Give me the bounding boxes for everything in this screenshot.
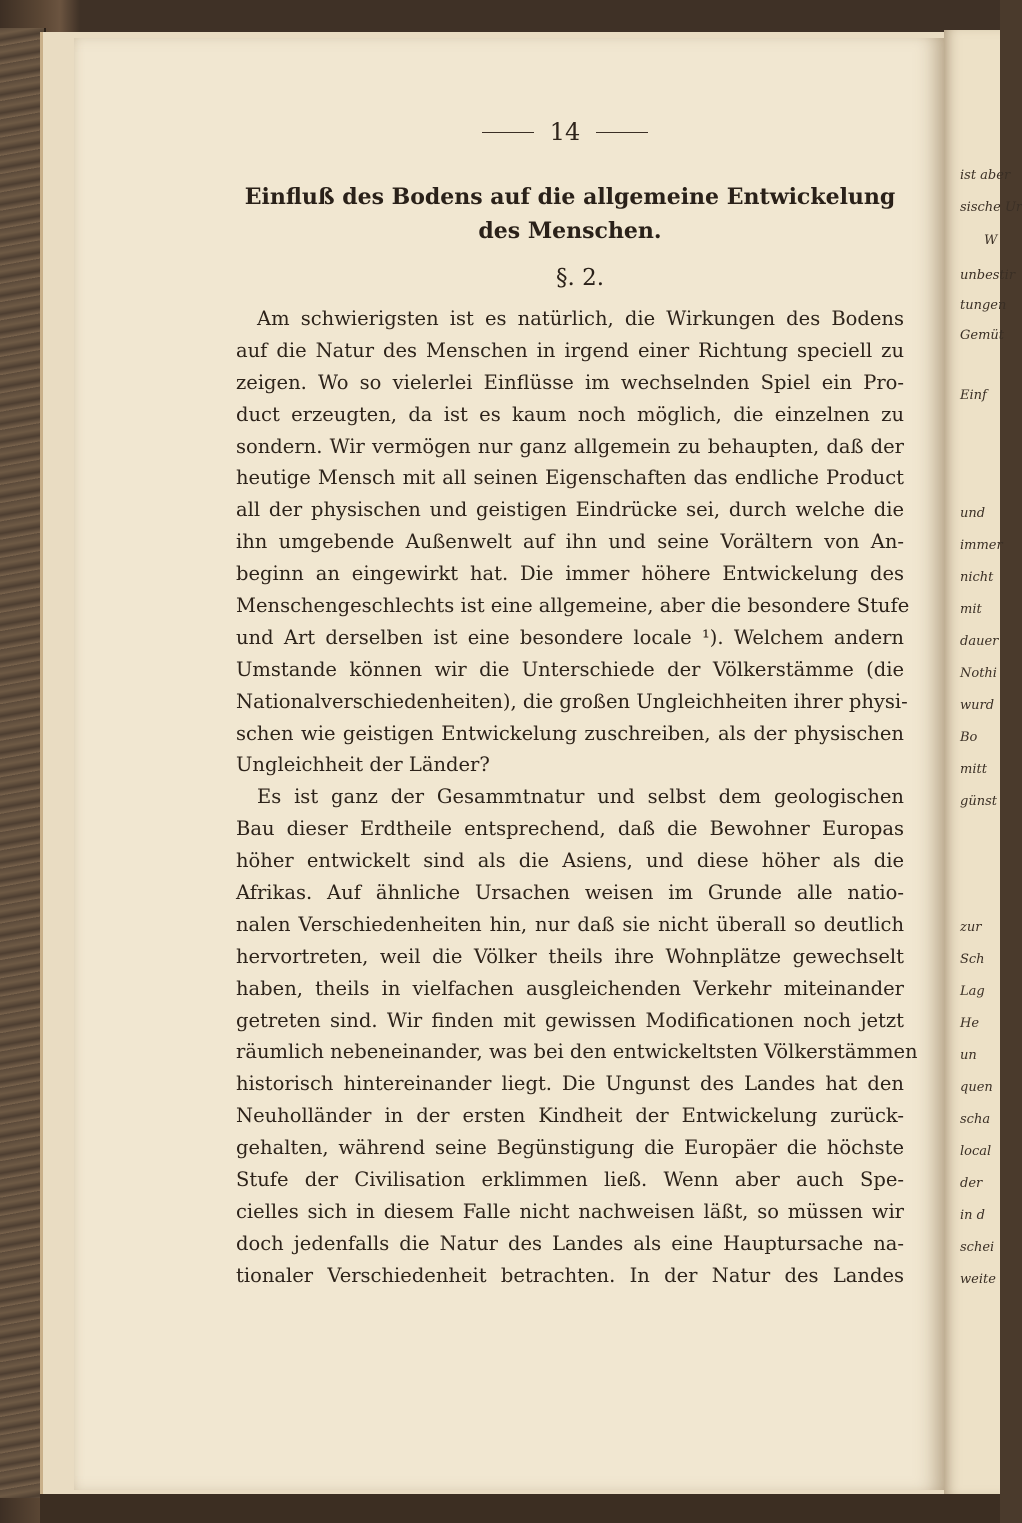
body-text	[236, 303, 918, 1292]
text-line: nalen Verschiedenheiten hin, nur daß sie nicht überall so deutlich	[236, 912, 904, 936]
header-rule-right	[596, 132, 648, 133]
facing-fragment: He	[960, 1016, 980, 1031]
text-line: höher entwickelt sind als die Asiens, und diese höher als die	[236, 849, 904, 873]
text-line: Ungleichheit der Länder?	[236, 753, 490, 777]
text-line: Am schwierigsten ist es natürlich, die Wirkungen des Bodens	[257, 307, 904, 330]
text-line: Es ist ganz der Gesammtnatur und selbst dem geologischen	[257, 785, 904, 809]
facing-page-edge	[944, 30, 1022, 1494]
chapter-heading	[240, 180, 900, 248]
facing-fragment: weite	[960, 1272, 996, 1287]
text-line: doch jedenfalls die Natur des Landes als eine Hauptursache na-	[236, 1231, 904, 1255]
text-line: räumlich nebeneinander, was bei den entwickeltsten Völkerstämmen	[236, 1040, 918, 1064]
facing-fragment: Sch	[960, 952, 985, 967]
facing-fragment: dauer	[960, 634, 999, 649]
facing-fragment: local	[960, 1144, 992, 1159]
facing-fragment: scha	[960, 1112, 991, 1127]
facing-fragment: der	[960, 1176, 983, 1191]
facing-fragment: sische Ur	[960, 200, 1022, 215]
text-line: cielles sich in diesem Falle nicht nachweisen läßt, so müssen wir	[236, 1199, 904, 1223]
text-line: Menschengeschlechts ist eine allgemeine, aber die besondere Stufe	[236, 594, 910, 618]
facing-fragment: in d	[960, 1208, 985, 1223]
facing-fragment: günst	[960, 794, 997, 809]
text-line: getreten sind. Wir finden mit gewissen Modificationen noch jetzt	[236, 1008, 904, 1032]
facing-fragment: immer	[960, 538, 1003, 553]
text-line: Umstande können wir die Unterschiede der Völkerstämme (die	[236, 657, 904, 681]
text-line: Bau dieser Erdtheile entsprechend, daß die Bewohner Europas	[236, 817, 904, 841]
text-line: Neuholländer in der ersten Kindheit der Entwickelung zurück-	[236, 1104, 904, 1128]
text-line: duct erzeugten, da ist es kaum noch möglich, die einzelnen zu	[236, 402, 904, 426]
text-line: Stufe der Civilisation erklimmen ließ. Wenn aber auch Spe-	[236, 1168, 904, 1192]
heading-line: Einfluß des Bodens auf die allgemeine Entwickelung	[244, 184, 896, 210]
facing-fragment: Gemüt	[960, 328, 1005, 343]
text-line: sondern. Wir vermögen nur ganz allgemein zu behaupten, daß der	[236, 434, 904, 458]
facing-fragment: un	[960, 1048, 977, 1063]
facing-fragment: unbestir	[960, 268, 1016, 283]
text-line: hervortreten, weil die Völker theils ihre Wohnplätze gewechselt	[236, 944, 904, 968]
facing-fragment: Lag	[960, 984, 985, 999]
facing-fragment: Bo	[960, 730, 978, 745]
facing-fragment: und	[960, 506, 986, 521]
text-line: heutige Mensch mit all seinen Eigenschaften das endliche Product	[236, 466, 904, 490]
text-line: gehalten, während seine Begünstigung die Europäer die höchste	[236, 1136, 904, 1160]
facing-fragment: Einf	[960, 388, 987, 403]
facing-fragment: tungen	[960, 298, 1007, 313]
book-bottom-edge	[40, 1494, 1000, 1523]
facing-fragment: mitt	[960, 762, 987, 777]
page-number-header	[460, 117, 670, 147]
facing-fragment: zur	[960, 920, 982, 935]
text-line: schen wie geistigen Entwickelung zuschreiben, als der physischen	[236, 721, 904, 745]
text-line: historisch hintereinander liegt. Die Ungunst des Landes hat den	[236, 1072, 904, 1096]
text-line: ihn umgebende Außenwelt auf ihn und seine Vorältern von An-	[236, 530, 904, 554]
facing-fragment: Nothi	[960, 666, 997, 681]
facing-fragment: nicht	[960, 570, 994, 585]
facing-fragment: W	[984, 233, 998, 248]
facing-fragment: schei	[960, 1240, 995, 1255]
facing-fragment: ist aber	[960, 168, 1011, 183]
text-line: tionaler Verschiedenheit betrachten. In der Natur des Landes	[236, 1263, 904, 1287]
facing-fragment: quen	[960, 1080, 993, 1095]
text-line: all der physischen und geistigen Eindrücke sei, durch welche die	[236, 498, 904, 522]
text-line: und Art derselben ist eine besondere locale ¹). Welchem andern	[236, 625, 904, 649]
text-line: Afrikas. Auf ähnliche Ursachen weisen im Grunde alle natio-	[236, 881, 904, 905]
text-line: auf die Natur des Menschen in irgend einer Richtung speciell zu	[236, 338, 904, 362]
facing-fragment: mit	[960, 602, 982, 617]
facing-fragment: wurd	[960, 698, 995, 713]
text-line: zeigen. Wo so vielerlei Einflüsse im wechselnden Spiel ein Pro-	[236, 370, 904, 394]
section-number: §. 2.	[555, 265, 605, 291]
header-rule-left	[482, 132, 534, 133]
page-number: 14	[549, 118, 581, 146]
heading-line: des Menschen.	[478, 218, 662, 244]
text-line: haben, theils in vielfachen ausgleichenden Verkehr miteinander	[236, 976, 904, 1000]
text-line: beginn an eingewirkt hat. Die immer höhere Entwickelung des	[236, 562, 904, 586]
text-line: Nationalverschiedenheiten), die großen Ungleichheiten ihrer physi-	[236, 689, 908, 713]
